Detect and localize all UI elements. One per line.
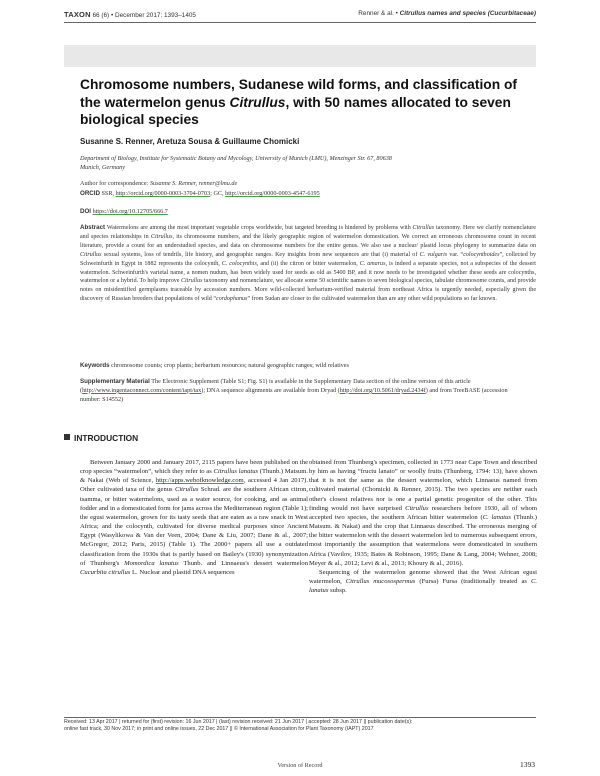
heading-bullet-icon [64, 434, 70, 440]
keywords-label: Keywords [80, 362, 110, 369]
supplementary-link[interactable]: http://www.ingentaconnect.com/content/iapt/tax [82, 386, 202, 394]
running-header [64, 8, 536, 20]
doi-label: DOI [80, 208, 92, 215]
running-head-authors: Renner & al. • [358, 10, 400, 17]
running-head-title: Citrullus names and species (Cucurbitaceae) [399, 10, 536, 17]
affiliation: Department of Biology, Institute for Systematic Botany and Mycology, University of Munich (LMU), Menzinger Str. 67, 80638 Munich, Germany [80, 155, 392, 171]
journal-name: TAXON [64, 10, 91, 19]
intro-paragraph: obtained from Thunberg's specimen, collected in 1773 near Cape Town and described by him as having “fructu lanato” or woolly fruits (Thunberg, 1794: 13), have shown that it is not the same as the dessert watermelon, which Linnaeus named from cultivated material (Chomicki & Renner, 2015). The two species are neither each other's closest relatives nor is one a partial genetic progenitor of the other. This finding would not have surprised Citrullus researchers before 1930, all of whom accepted two species, the southern African bitter watermelon (C. lanatus (Thunb.) Matsum. & Nakai) and the crop that Linnaeus described. The erroneous merging of the bitter watermelon with the dessert watermelon led to numerous subsequent errors, most importantly the assumption that watermelons were domesticated in southern Africa (Vavilov, 1935; Bates & Robinson, 1995; Dane & Lang, 2004; Wehner, 2008; Meyer & al., 2012; Levi & al., 2013; Khoury & al., 2016). [309, 459, 537, 567]
footer-rule [64, 717, 536, 718]
section-band [64, 45, 536, 67]
journal-citation [64, 10, 196, 19]
keywords-value: chromosome counts; crop plants; herbarium resources; natural geographic ranges; wild relatives [111, 362, 349, 369]
orcid-gc-prefix: ; GC, [210, 190, 226, 197]
orcid-ssr-prefix: SSR, [99, 190, 116, 197]
title-genus: Citrullus [229, 94, 286, 110]
orcid [80, 190, 520, 199]
received-dates-line-2: online fast track, 30 Nov 2017; in print and online issues, 22 Dec 2017 || © International Association for Plant Taxonomy (IAPT) 2017 [64, 726, 374, 733]
section-heading-introduction [64, 433, 138, 443]
correspondence-label: Author for correspondence: [80, 180, 150, 187]
web-of-science-link[interactable]: http://apps.webofknowledge.com [155, 477, 244, 485]
intro-right-column [309, 458, 537, 595]
version-of-record: Version of Record [277, 762, 323, 769]
keywords [80, 362, 536, 371]
title-text-1: Chromosome numbers, Sudanese wild forms, and classification of the watermelon genus [80, 77, 517, 110]
orcid-ssr-link[interactable]: http://orcid.org/0000-0003-3704-0703 [115, 190, 211, 197]
supplementary-material: Supplementary Material The Electronic Supplement (Table S1; Fig. S1) is available in the Supplementary Data section of the online version of this article (http://www.ingentaconnect.com/content/iapt/tax); DNA sequence alignments are available from Dryad (http://doi.org/10.5061/dryad.2434f) and from TreeBASE (accession number: S14552) [80, 378, 508, 403]
doi-link[interactable]: https://doi.org/10.12705/666.7 [92, 208, 168, 215]
author-list: Susanne S. Renner, Aretuza Sousa & Guillaume Chomicki [80, 137, 300, 146]
running-head [358, 10, 536, 17]
intro-left-column: Between January 2000 and January 2017, 2115 papers have been published on the crop species “watermelon”, which they refer to as Citrullus lanatus (Thunb.) Matsum. & Nakai (Web of Science, http://apps.webofknowledge.com, accessed 4 Jan 2017). Other cultivated taxa of the genus Citrullus Schrad. are the southern African citron, tsamma, or bitter watermelons, used as a water source, for cooking, and as animal fodder and in a domesticated form for jams across the Mediterranean region (Table 1); the egusi watermelon, grown for its tasty seeds that are eaten as a raw snack in West Africa; and the colocynth, cultivated for diverse medical purposes since Ancient Egypt (Wasylikowa & Van der Veen, 2004; Dane & Liu, 2007; Dane & al., 2007; McGregor, 2012; Paris, 2015) (Table 1). The 2000+ papers all use a outdated classification from the 1930s that is partly based on Bailey's (1930) synonymization of Thunberg's Momordica lanatus Thunb. and Linnaeus's dessert watermelon Cucurbita citrullus L. Nuclear and plastid DNA sequences [80, 459, 308, 576]
orcid-gc-link[interactable]: http://orcid.org/0000-0003-4547-6195 [225, 190, 320, 197]
doi [80, 208, 380, 217]
intro-paragraph: Sequencing of the watermelon genome showed that the West African egusi watermelon, Citrullus mucosospermus (Fursa) Fursa (traditionally treated as C. lanatus subsp. [309, 568, 537, 595]
page-number: 1393 [520, 760, 535, 769]
dryad-link[interactable]: http://doi.org/10.5061/dryad.2434f [339, 386, 426, 394]
article-title [80, 76, 525, 129]
journal-issue: 66 (6) • December 2017: 1393–1405 [92, 12, 196, 19]
received-dates [64, 719, 536, 733]
correspondence-value: Susanne S. Renner, renner@lmu.de [149, 180, 238, 187]
supplementary-label: Supplementary Material [80, 378, 150, 385]
orcid-label: ORCID [80, 190, 100, 197]
correspondence [80, 180, 380, 189]
header-rule [64, 22, 536, 23]
abstract-label: Abstract [80, 224, 106, 231]
abstract: Abstract Watermelons are among the most important vegetable crops worldwide, but targeted breeding is hindered by problems with Citrullus taxonomy. Here we clarify nomenclature and species relationships in Citrullus, its chromosome numbers, and the likely geographic region of watermelon domestication. We correct an erroneous chromosome count in recent literature, provide a count for an understudied species, and data on chromosome numbers for the entire genus. We also use a nuclear/ plastid locus phylogeny to summarize data on Citrullus sexual systems, loss of tendrils, life history, and geographic ranges. Key insights from new sequences are that (i) material of C. vulgaris var. “colocynthoides”, collected by Schweinfurth in Egypt in 1882 represents the colocynth, C. colocynthis, and (ii) the citron or bitter watermelon, C. amarus, is indeed a separate species, not a subspecies of the dessert watermelon. Schweinfurth's varietal name, a nomen nudum, has been widely used for seeds as old as 5400 BP, and it now needs to be investigated whether these seeds are colocynths, watermelon or a hybrid. To help improve Citrullus taxonomy and nomenclature, we allocate some 50 scientific names to seven biological species, tabulate chromosome counts, and provide notes on misidentified germplasms traceable by accession numbers. More wild-collected herbarium-verified material from northeast Africa is urgently needed, especially given the discovery of Russian breeders that populations of wild “cordophanus” from Sudan are closer to the cultivated watermelon than are any other wild populations so far known. [80, 224, 537, 303]
section-heading-text: INTRODUCTION [74, 433, 139, 443]
title-text-2: , with 50 names allocated to seven biological species [80, 94, 511, 127]
received-dates-line-1: Received: 13 Apr 2017 | returned for (first) revision: 16 Jun 2017 | (last) revision received: 21 Jun 2017 | accepted: 28 Jun 2017 || publication date(s): [64, 719, 413, 725]
